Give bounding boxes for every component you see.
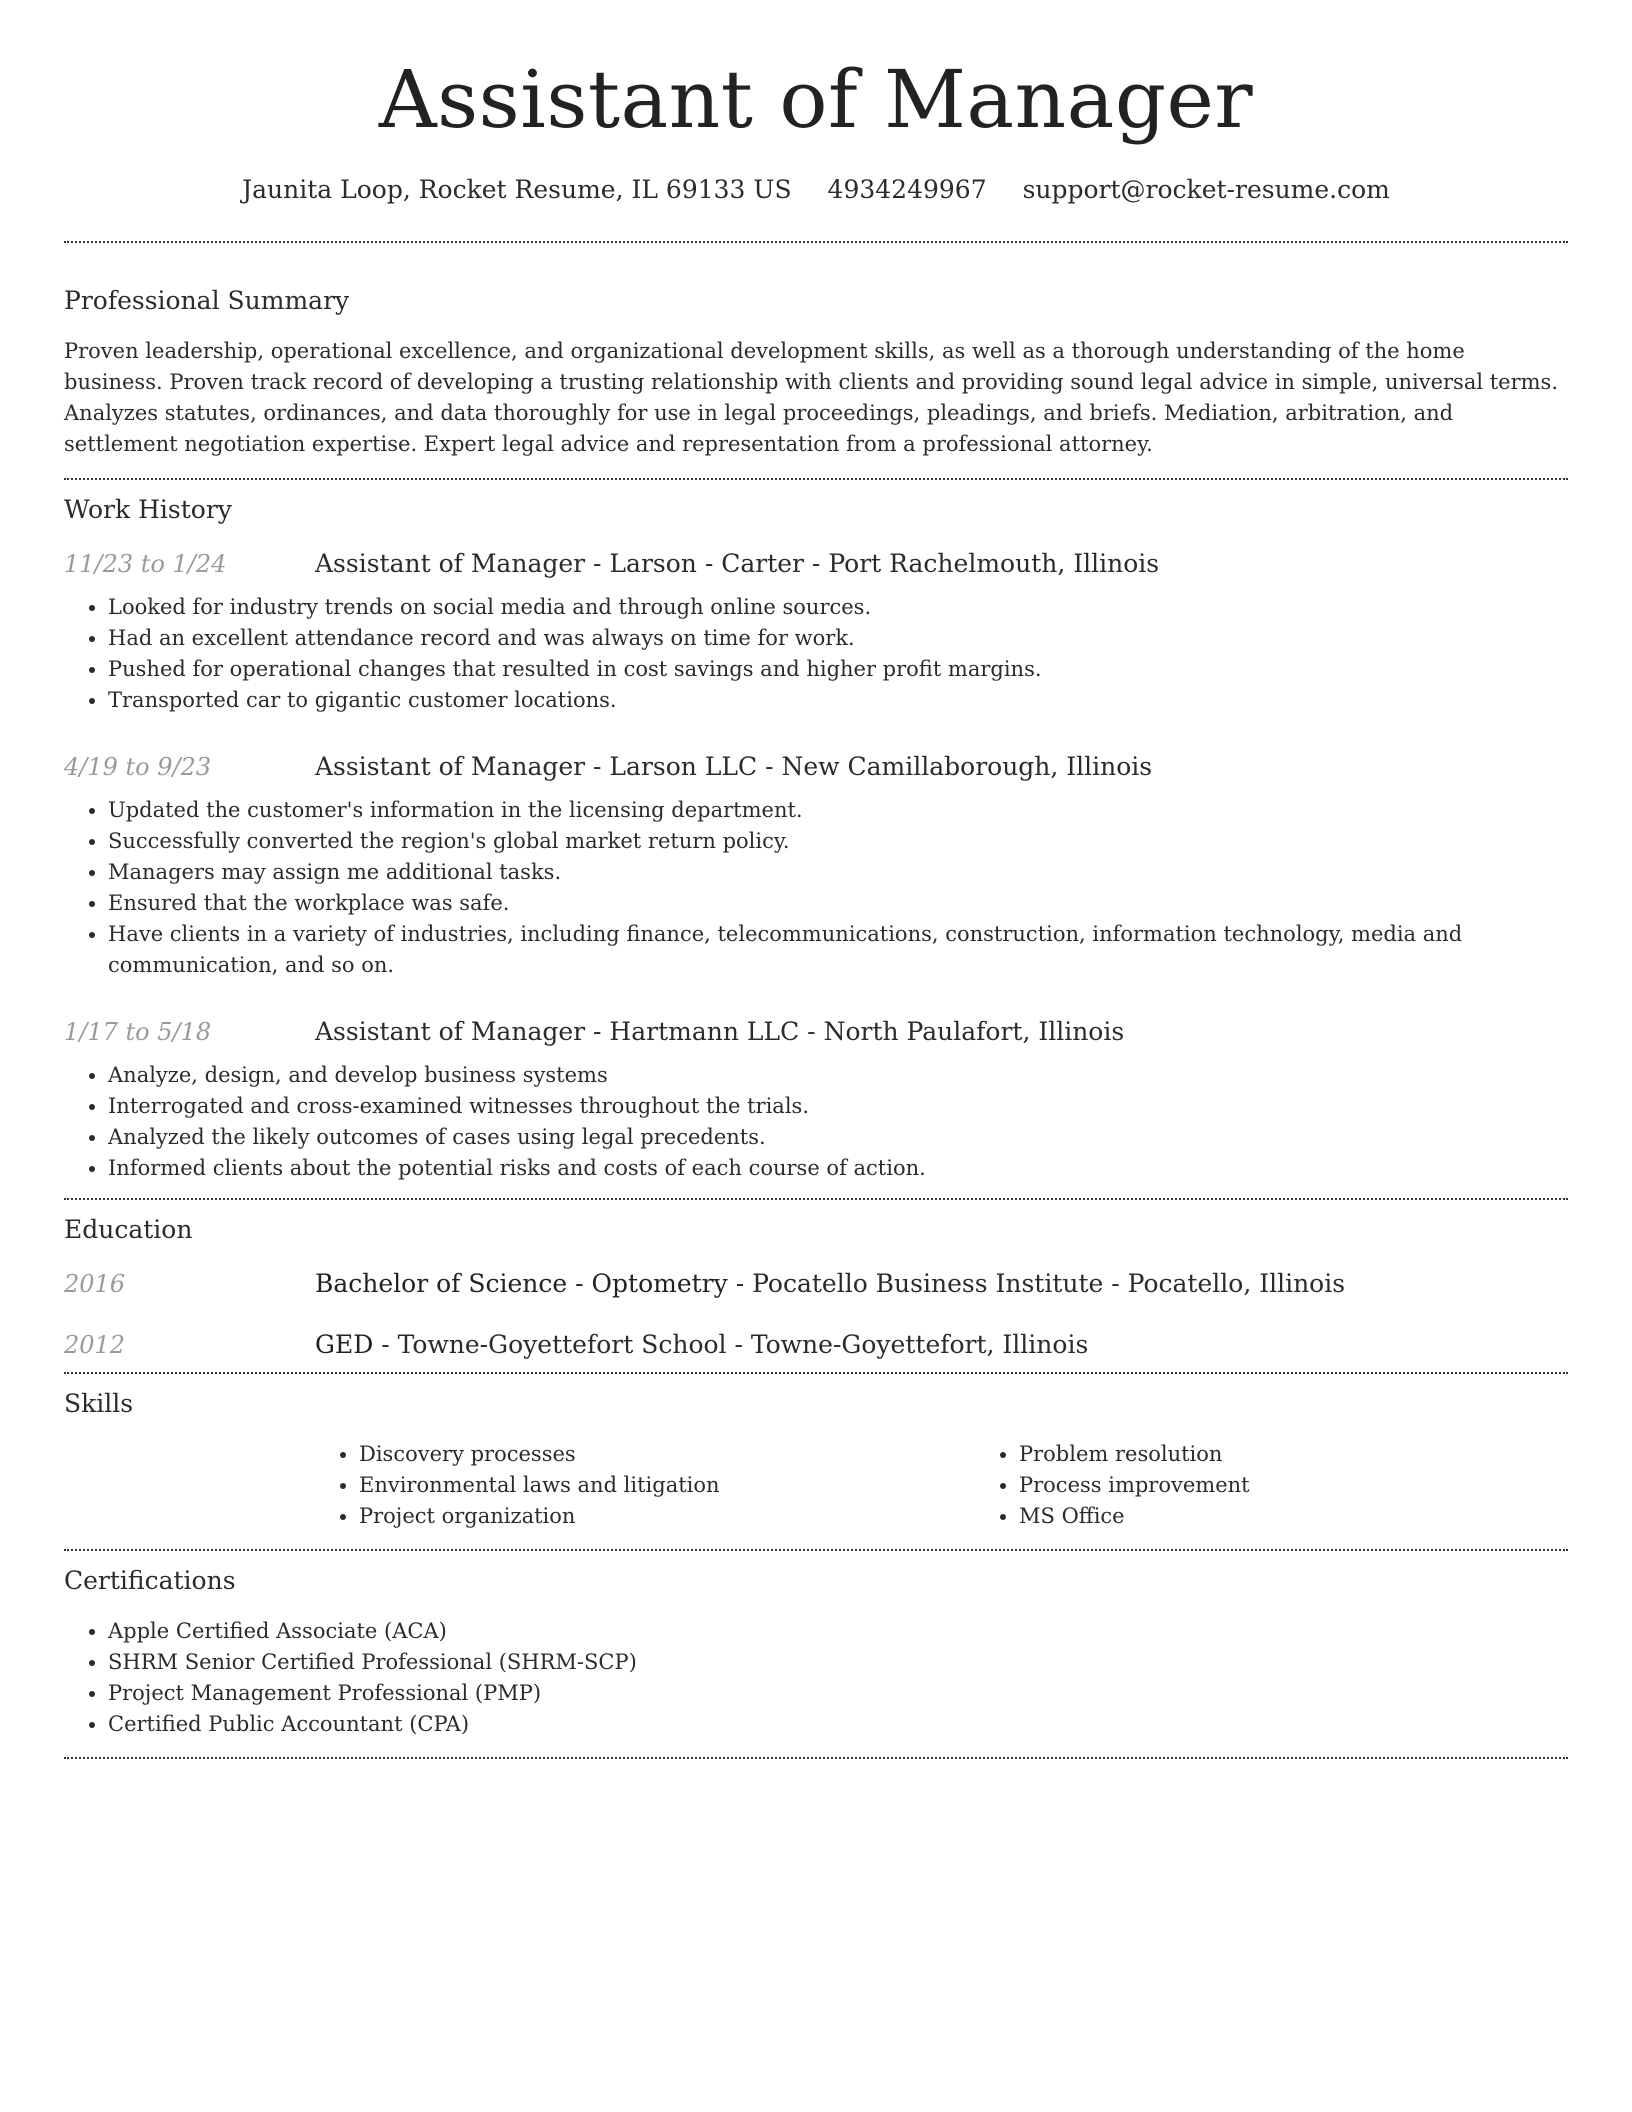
divider bbox=[64, 1757, 1568, 1759]
job-dates: 1/17 to 5/18 bbox=[64, 1018, 212, 1046]
list-item: • Transported car to gigantic customer locations. bbox=[108, 685, 1568, 716]
list-item: • Pushed for operational changes that resulted in cost savings and higher profit margins. bbox=[108, 654, 1568, 685]
education-school: - Towne-Goyettefort School - Towne-Goyettefort, Illinois bbox=[373, 1330, 1089, 1359]
work-history-section bbox=[64, 480, 1568, 1184]
job-header bbox=[64, 1017, 1568, 1046]
section-title-skills: Skills bbox=[64, 1389, 134, 1418]
skills-columns bbox=[315, 1439, 1568, 1532]
skills-list-left bbox=[315, 1439, 975, 1532]
job-header bbox=[64, 549, 1568, 578]
list-item: • Problem resolution bbox=[1019, 1439, 1632, 1470]
section-title-education: Education bbox=[64, 1215, 193, 1244]
job-entry bbox=[64, 752, 1568, 981]
contact-phone: 4934249967 bbox=[827, 175, 987, 204]
list-item: • Updated the customer's information in the licensing department. bbox=[108, 795, 1568, 826]
list-item: • Analyze, design, and develop business systems bbox=[108, 1060, 1568, 1091]
education-degree: Bachelor of Science - Optometry bbox=[315, 1269, 728, 1298]
list-item: • Process improvement bbox=[1019, 1470, 1632, 1501]
skills-section bbox=[64, 1374, 1568, 1532]
list-item: • Apple Certified Associate (ACA) bbox=[108, 1616, 1568, 1647]
education-entry bbox=[64, 1269, 1568, 1298]
section-title-summary: Professional Summary bbox=[64, 286, 350, 315]
list-item: • MS Office bbox=[1019, 1501, 1632, 1532]
contact-line bbox=[64, 172, 1568, 208]
list-item: • SHRM Senior Certified Professional (SHRM-SCP) bbox=[108, 1647, 1568, 1678]
section-title-work-history: Work History bbox=[64, 495, 232, 524]
certifications-section bbox=[64, 1551, 1568, 1740]
summary-text: Proven leadership, operational excellence, and organizational development skills, as well as a thorough understanding of the home business. Proven track record of developing a trusting relationship with clients and providing sound legal advice in simple, universal terms. Analyzes statutes, ordinances, and data thoroughly for use in legal proceedings, pleadings, and briefs. Mediation, arbitration, and settlement negotiation expertise. Expert legal advice and representation from a professional attorney. bbox=[64, 339, 1559, 456]
job-title: Assistant of Manager - Larson - Carter - Port Rachelmouth, Illinois bbox=[315, 549, 1160, 578]
education-section bbox=[64, 1200, 1568, 1359]
certifications-list bbox=[64, 1616, 1568, 1740]
list-item: • Project organization bbox=[359, 1501, 975, 1532]
list-item: • Environmental laws and litigation bbox=[359, 1470, 975, 1501]
job-bullets bbox=[64, 1060, 1568, 1184]
list-item: • Managers may assign me additional tasks. bbox=[108, 857, 1568, 888]
list-item: • Ensured that the workplace was safe. bbox=[108, 888, 1568, 919]
list-item: • Certified Public Accountant (CPA) bbox=[108, 1709, 1568, 1740]
job-title: Assistant of Manager - Larson LLC - New Camillaborough, Illinois bbox=[315, 752, 1153, 781]
job-dates: 4/19 to 9/23 bbox=[64, 753, 212, 781]
list-item: • Had an excellent attendance record and was always on time for work. bbox=[108, 623, 1568, 654]
section-title-certifications: Certifications bbox=[64, 1566, 236, 1595]
job-title: Assistant of Manager - Hartmann LLC - North Paulafort, Illinois bbox=[315, 1017, 1125, 1046]
contact-address: Jaunita Loop, Rocket Resume, IL 69133 US bbox=[242, 175, 792, 204]
job-bullets bbox=[64, 795, 1568, 981]
list-item: • Interrogated and cross-examined witnesses throughout the trials. bbox=[108, 1091, 1568, 1122]
list-item: • Successfully converted the region's global market return policy. bbox=[108, 826, 1568, 857]
job-dates: 11/23 to 1/24 bbox=[64, 550, 227, 578]
list-item: • Have clients in a variety of industries, including finance, telecommunications, construction, information technology, media and communication, and so on. bbox=[108, 919, 1568, 981]
summary-section bbox=[64, 243, 1568, 460]
job-header bbox=[64, 752, 1568, 781]
job-entry bbox=[64, 549, 1568, 716]
education-year: 2012 bbox=[64, 1331, 126, 1359]
list-item: • Project Management Professional (PMP) bbox=[108, 1678, 1568, 1709]
education-school: - Pocatello Business Institute - Pocatello, Illinois bbox=[727, 1269, 1346, 1298]
list-item: • Discovery processes bbox=[359, 1439, 975, 1470]
list-item: • Informed clients about the potential risks and costs of each course of action. bbox=[108, 1153, 1568, 1184]
education-entry bbox=[64, 1330, 1568, 1359]
contact-email: support@rocket-resume.com bbox=[1022, 175, 1390, 204]
list-item: • Looked for industry trends on social media and through online sources. bbox=[108, 592, 1568, 623]
education-year: 2016 bbox=[64, 1270, 126, 1298]
education-degree: GED bbox=[315, 1330, 374, 1359]
education-title bbox=[315, 1269, 1345, 1298]
skills-list-right bbox=[975, 1439, 1632, 1532]
job-entry bbox=[64, 1017, 1568, 1184]
resume-name: Assistant of Manager bbox=[378, 53, 1254, 146]
education-title bbox=[315, 1330, 1088, 1359]
list-item: • Analyzed the likely outcomes of cases using legal precedents. bbox=[108, 1122, 1568, 1153]
job-bullets bbox=[64, 592, 1568, 716]
